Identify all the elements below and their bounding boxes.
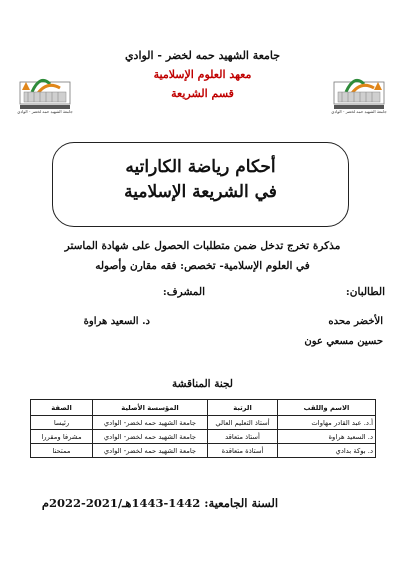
table-cell: أستاذ متعاقد — [208, 430, 278, 444]
table-header-cell: الرتبة — [208, 400, 278, 416]
supervisor-label: المشرف: — [162, 286, 205, 298]
table-cell: رئيسا — [31, 416, 93, 430]
students-label: الطالبان: — [345, 286, 385, 298]
student-name-1: الأخضر محده — [328, 316, 383, 327]
memo-line1: مذكرة تخرج تدخل ضمن متطلبات الحصول على شهادة الماستر — [64, 240, 341, 252]
logo-caption-right: جامعة الشهيد حمه لخضر - الوادي — [331, 109, 387, 114]
supervisor-name: د. السعيد هراوة — [83, 316, 150, 327]
table-cell: جامعة الشهيد حمه لخضر- الوادي — [93, 430, 208, 444]
academic-year: السنة الجامعية: 1442-1443هـ/2021-2022م — [41, 496, 279, 510]
table-cell: أستاذة متعاقدة — [208, 444, 278, 458]
university-header — [90, 46, 315, 103]
student-name-2: حسين مسعي عون — [304, 336, 383, 347]
table-cell: جامعة الشهيد حمه لخضر- الوادي — [93, 416, 208, 430]
thesis-title-box — [52, 142, 349, 227]
institute-name: معهد العلوم الإسلامية — [153, 68, 252, 81]
table-row — [31, 416, 376, 430]
table-cell: د. بوكة بدادي — [278, 444, 376, 458]
table-header-cell: الاسم واللقب — [278, 400, 376, 416]
table-cell: جامعة الشهيد حمه لخضر- الوادي — [93, 444, 208, 458]
table-cell: مشرفا ومقررا — [31, 430, 93, 444]
table-cell: أ.د. عبد القادر مهاوات — [278, 416, 376, 430]
university-name: جامعة الشهيد حمه لخضر - الوادي — [124, 49, 281, 62]
table-header-cell: المؤسسة الأصلية — [93, 400, 208, 416]
thesis-title-line1: أحكام رياضة الكاراتيه — [125, 157, 276, 177]
table-cell: ممتحنا — [31, 444, 93, 458]
table-cell: د. السعيد هراوة — [278, 430, 376, 444]
table-row — [31, 430, 376, 444]
department-name: قسم الشريعة — [171, 87, 234, 100]
table-cell: أستاذ التعليم العالي — [208, 416, 278, 430]
table-header-cell: الصفة — [31, 400, 93, 416]
table-row — [31, 444, 376, 458]
table-header-row — [31, 400, 376, 416]
university-logo-left — [16, 62, 74, 120]
thesis-title-line2: في الشريعة الإسلامية — [124, 182, 277, 202]
university-logo-right — [330, 62, 388, 120]
memo-line2: في العلوم الإسلامية- تخصص: فقه مقارن وأصوله — [95, 260, 310, 272]
committee-title: لجنة المناقشة — [171, 378, 233, 390]
committee-table — [30, 399, 376, 458]
logo-caption-left: جامعة الشهيد حمه لخضر - الوادي — [17, 109, 73, 114]
